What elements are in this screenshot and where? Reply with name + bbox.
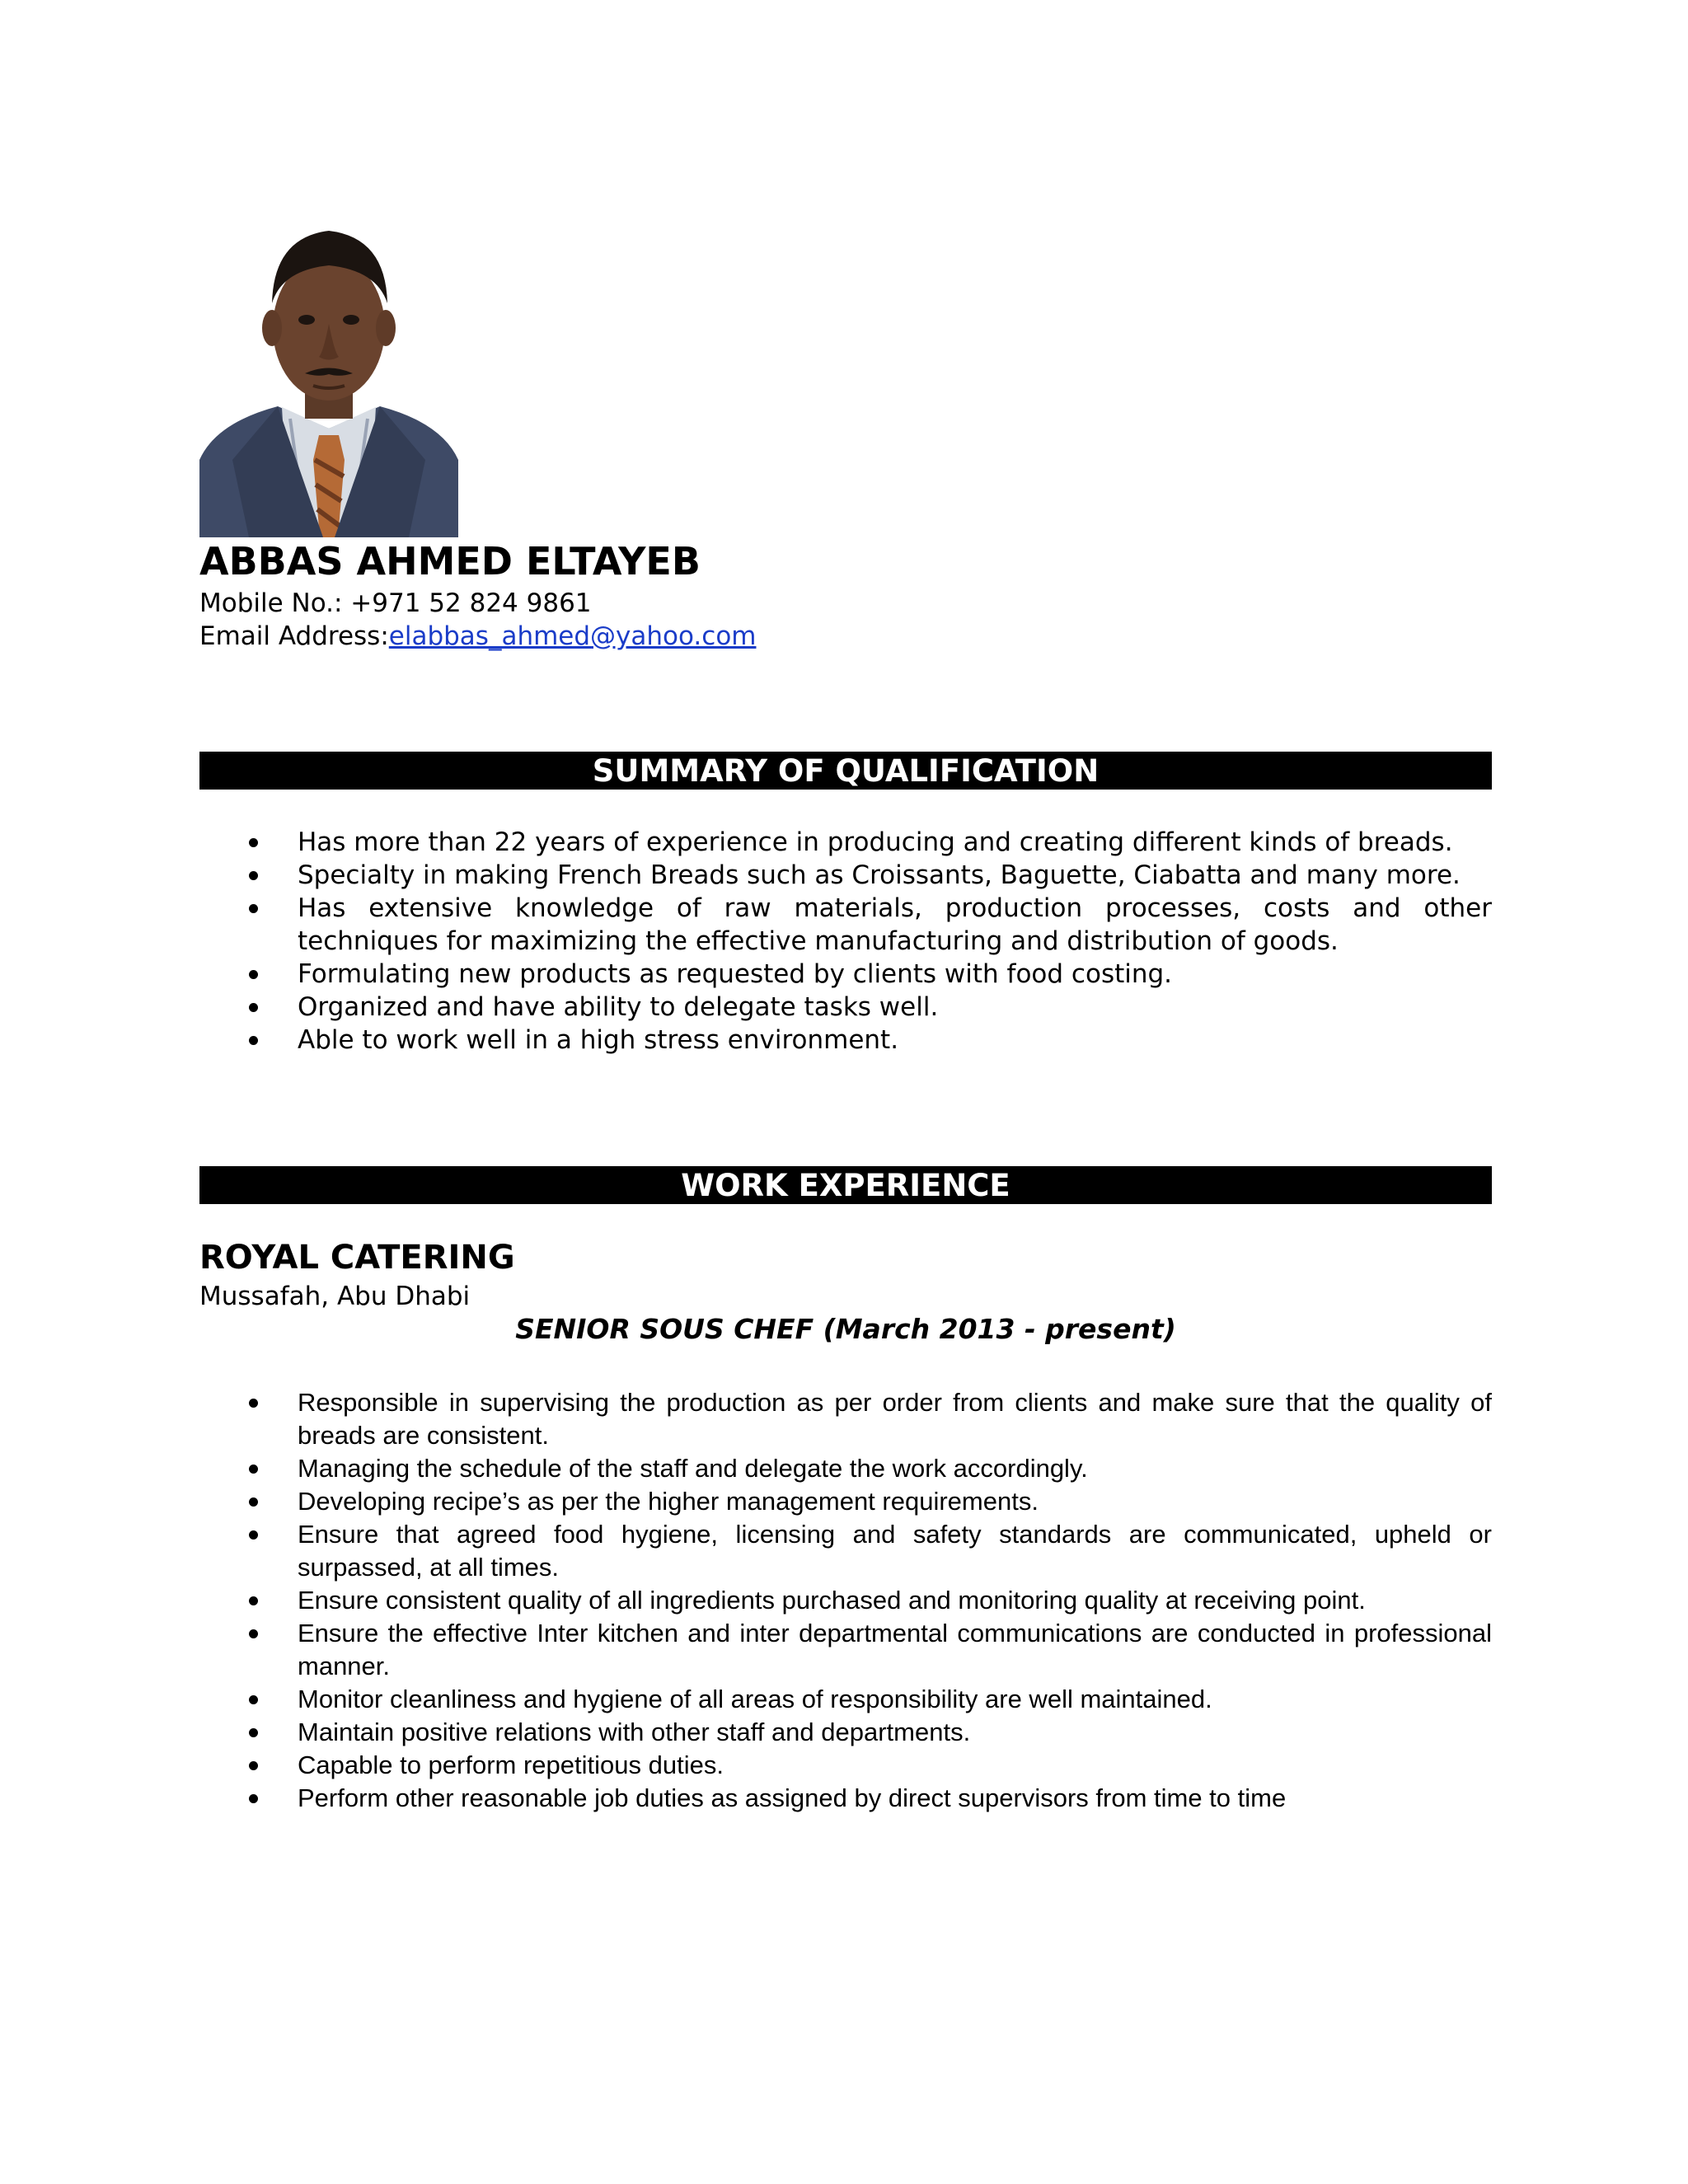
- email-line: [199, 620, 756, 653]
- list-item-text: Perform other reasonable job duties as assigned by direct supervisors from time to time: [298, 1783, 1287, 1812]
- bullet-icon: [249, 1629, 258, 1638]
- summary-section-header: SUMMARY OF QUALIFICATION: [199, 752, 1492, 790]
- list-item: [199, 1782, 1492, 1815]
- email-label: Email Address:: [199, 621, 389, 651]
- bullet-icon: [249, 871, 258, 880]
- list-item: [199, 1617, 1492, 1683]
- bullet-icon: [249, 1794, 258, 1803]
- list-item-text: Specialty in making French Breads such as Croissants, Baguette, Ciabatta and many more.: [298, 860, 1461, 890]
- list-item: [199, 826, 1492, 859]
- list-item-text: Has more than 22 years of experience in producing and creating different kinds of breads.: [298, 827, 1453, 857]
- list-item: [199, 1386, 1492, 1452]
- bullet-icon: [249, 904, 258, 913]
- bullet-icon: [249, 1399, 258, 1408]
- list-item-text: Responsible in supervising the production as per order from clients and make sure that the quality of breads are consistent.: [298, 1388, 1492, 1450]
- list-item-text: Formulating new products as requested by clients with food costing.: [298, 959, 1173, 989]
- candidate-name: ABBAS AHMED ELTAYEB: [199, 539, 701, 583]
- summary-list: [199, 826, 1492, 1057]
- bullet-icon: [249, 1761, 258, 1770]
- list-item: [199, 1584, 1492, 1617]
- list-item: [199, 859, 1492, 892]
- bullet-icon: [249, 1530, 258, 1540]
- bullet-icon: [249, 1728, 258, 1737]
- list-item-text: Organized and have ability to delegate tasks well.: [298, 992, 939, 1022]
- list-item: [199, 892, 1492, 958]
- list-item: [199, 1024, 1492, 1057]
- bullet-icon: [249, 1695, 258, 1704]
- mobile-number: Mobile No.: +971 52 824 9861: [199, 588, 592, 618]
- profile-photo: [199, 213, 458, 537]
- list-item-text: Has extensive knowledge of raw materials, production processes, costs and other techniques for maximizing the effective manufacturing and distribution of goods.: [298, 893, 1492, 956]
- list-item-text: Developing recipe’s as per the higher management requirements.: [298, 1487, 1039, 1516]
- list-item-text: Ensure the effective Inter kitchen and inter departmental communications are conducted in professional manner.: [298, 1619, 1492, 1680]
- list-item: [199, 1716, 1492, 1749]
- list-item-text: Able to work well in a high stress environment.: [298, 1025, 899, 1055]
- bullet-icon: [249, 838, 258, 847]
- bullet-icon: [249, 970, 258, 979]
- list-item-text: Managing the schedule of the staff and delegate the work accordingly.: [298, 1454, 1088, 1483]
- company-name: ROYAL CATERING: [199, 1239, 515, 1277]
- email-link[interactable]: elabbas_ahmed@yahoo.com: [388, 621, 757, 651]
- responsibilities-list: [199, 1386, 1492, 1815]
- list-item: [199, 1518, 1492, 1584]
- list-item-text: Capable to perform repetitious duties.: [298, 1750, 724, 1779]
- list-item: [199, 958, 1492, 991]
- list-item-text: Maintain positive relations with other staff and departments.: [298, 1718, 971, 1746]
- list-item-text: Ensure that agreed food hygiene, licensing and safety standards are communicated, upheld or surpassed, at all times.: [298, 1520, 1492, 1582]
- list-item-text: Monitor cleanliness and hygiene of all areas of responsibility are well maintained.: [298, 1685, 1212, 1713]
- bullet-icon: [249, 1036, 258, 1045]
- bullet-icon: [249, 1596, 258, 1605]
- work-section-header: WORK EXPERIENCE: [199, 1166, 1492, 1204]
- list-item: [199, 1485, 1492, 1518]
- bullet-icon: [249, 1003, 258, 1012]
- list-item: [199, 1452, 1492, 1485]
- list-item-text: Ensure consistent quality of all ingredients purchased and monitoring quality at receiving point.: [298, 1586, 1366, 1615]
- job-title: SENIOR SOUS CHEF (March 2013 - present): [515, 1313, 1176, 1345]
- list-item: [199, 1683, 1492, 1716]
- list-item: [199, 991, 1492, 1024]
- bullet-icon: [249, 1497, 258, 1507]
- company-location: Mussafah, Abu Dhabi: [199, 1282, 471, 1311]
- list-item: [199, 1749, 1492, 1782]
- bullet-icon: [249, 1465, 258, 1474]
